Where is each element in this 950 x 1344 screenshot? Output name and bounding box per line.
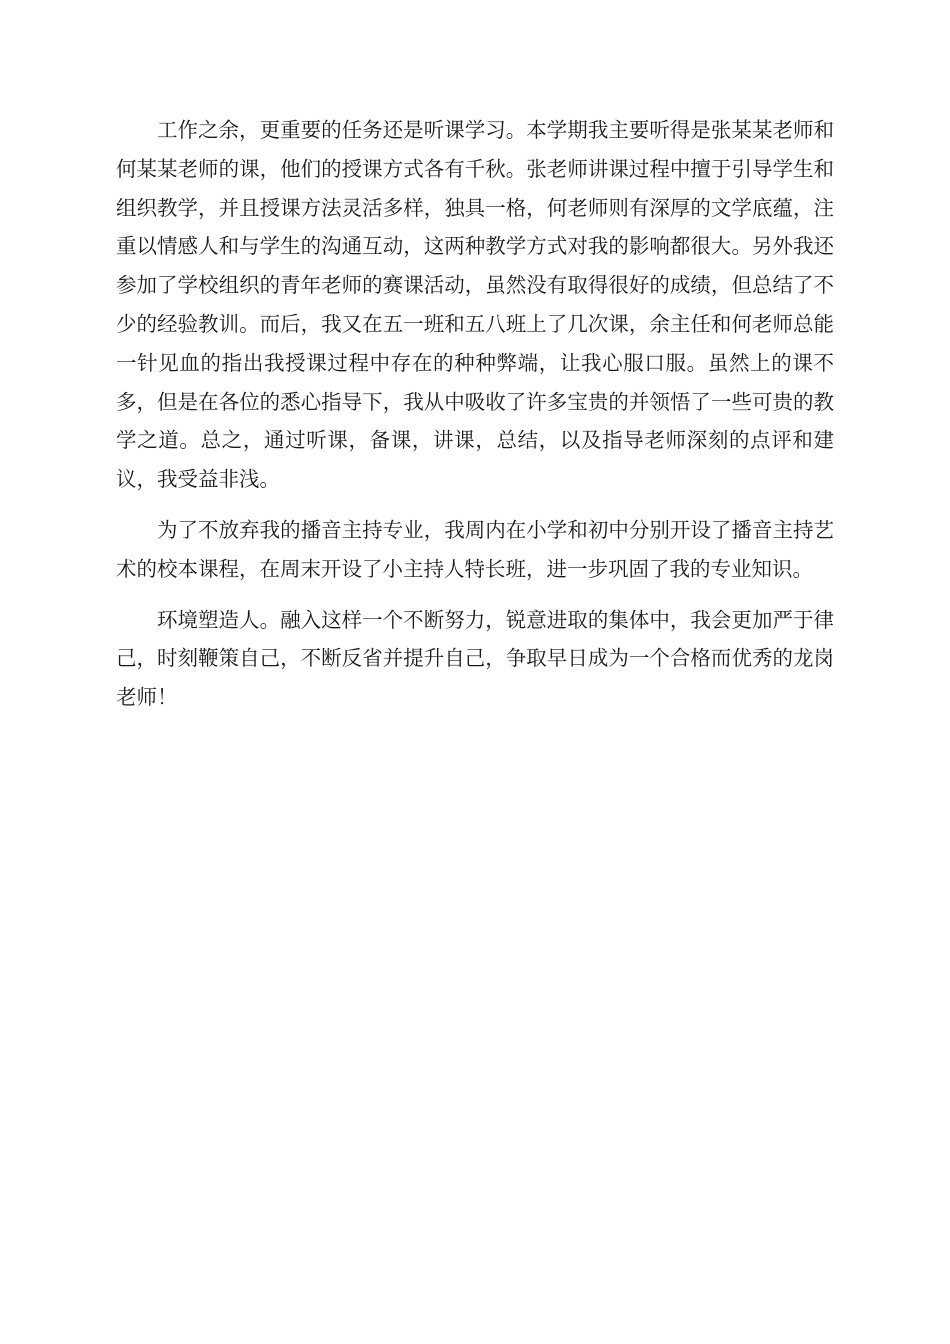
paragraph-listening-study: 工作之余，更重要的任务还是听课学习。本学期我主要听得是张某某老师和何某某老师的课，他们的授课方式各有千秋。张老师讲课过程中擅于引导学生和组织教学，并且授课方法灵活多样，独具一格，何老师则有深厚的文学底蕴，注重以情感人和与学生的沟通互动，这两种教学方式对我的影响都很大。另外我还参加了学校组织的青年老师的赛课活动，虽然没有取得很好的成绩，但总结了不少的经验教训。而后，我又在五一班和五八班上了几次课，余主任和何老师总能一针见血的指出我授课过程中存在的种种弊端，让我心服口服。虽然上的课不多，但是在各位的悉心指导下，我从中吸收了许多宝贵的并领悟了一些可贵的教学之道。总之，通过听课，备课，讲课，总结，以及指导老师深刻的点评和建议，我受益非浅。 [116, 118, 834, 492]
paragraph-broadcasting-major: 为了不放弃我的播音主持专业，我周内在小学和初中分别开设了播音主持艺术的校本课程，在周末开设了小主持人特长班，进一步巩固了我的专业知识。 [116, 517, 834, 581]
paragraph-conclusion: 环境塑造人。融入这样一个不断努力，锐意进取的集体中，我会更加严于律己，时刻鞭策自己，不断反省并提升自己，争取早日成为一个合格而优秀的龙岗老师！ [116, 607, 834, 710]
document-body [116, 111, 834, 717]
